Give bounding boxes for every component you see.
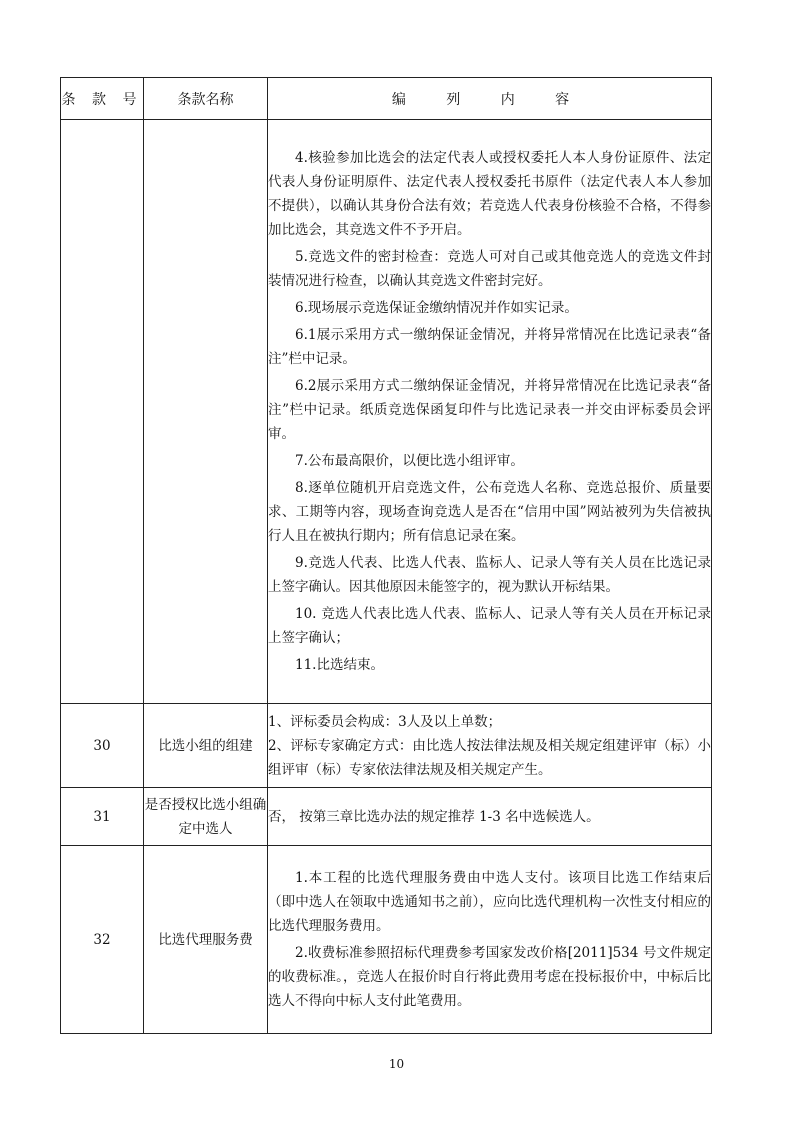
- clause-number-cell: 32: [61, 846, 144, 1034]
- content-paragraph: 6.2展示采用方式二缴纳保证金情况，并将异常情况在比选记录表“备注”栏中记录。纸质竞选保函复印件与比选记录表一并交由评标委员会评审。: [268, 378, 711, 442]
- content-line: 否， 按第三章比选办法的规定推荐 1-3 名中选候选人。: [268, 808, 600, 825]
- clause-table: [60, 77, 712, 1034]
- header-row: [61, 78, 712, 120]
- clause-number-cell: 31: [61, 788, 144, 846]
- clause-name-cell: 是否授权比选小组确定中选人: [144, 788, 268, 846]
- header-clause-number: 条 款 号: [61, 78, 144, 120]
- content-paragraph: 6.现场展示竞选保证金缴纳情况并作如实记录。: [295, 300, 578, 316]
- clause-content-cell: [268, 846, 712, 1034]
- header-content: 编 列 内 容: [268, 78, 712, 120]
- clause-content-cell: [268, 704, 712, 788]
- clause-content-cell: [268, 788, 712, 846]
- clause-name-cell: [144, 120, 268, 704]
- clause-number-cell: [61, 120, 144, 704]
- clause-content-cell: [268, 120, 712, 704]
- content-line: 2、评标专家确定方式：由比选人按法律法规及相关规定组建评审（标）小组评审（标）专家依法律法规及相关规定产生。: [268, 737, 711, 778]
- table-row-32: [61, 846, 712, 1034]
- content-paragraph: 5.竞选文件的密封检查：竞选人可对自己或其他竞选人的竞选文件封装情况进行检查，以确认其竞选文件密封完好。: [268, 249, 711, 289]
- content-paragraph: 9.竞选人代表、比选人代表、监标人、记录人等有关人员在比选记录上签字确认。因其他原因未能签字的，视为默认开标结果。: [268, 555, 711, 595]
- content-line: 1、评标委员会构成：3人及以上单数；: [268, 713, 502, 730]
- clause-name-cell: 比选小组的组建: [144, 704, 268, 788]
- header-clause-name: 条款名称: [144, 78, 268, 120]
- content-paragraph: 4.核验参加比选会的法定代表人或授权委托人本人身份证原件、法定代表人身份证明原件、法定代表人授权委托书原件（法定代表人本人参加不提供），以确认其身份合法有效；若竞选人代表身份核验不合格，不得参加比选会，其竞选文件不予开启。: [268, 150, 711, 238]
- content-paragraph: 8.逐单位随机开启竞选文件，公布竞选人名称、竞选总报价、质量要求、工期等内容，现场查询竞选人是否在“信用中国”网站被列为失信被执行人且在被执行期内；所有信息记录在案。: [268, 480, 711, 544]
- content-paragraph: 7.公布最高限价，以便比选小组评审。: [295, 453, 524, 469]
- content-paragraph: 11.比选结束。: [295, 657, 384, 673]
- table-row-31: [61, 788, 712, 846]
- table-row-30: [61, 704, 712, 788]
- content-paragraph: 2.收费标准参照招标代理费参考国家发改价格[2011]534 号文件规定的收费标准。，竞选人在报价时自行将此费用考虑在投标报价中，中标后比选人不得向中标人支付此笔费用。: [268, 945, 711, 1009]
- clause-number-cell: 30: [61, 704, 144, 788]
- clause-name-cell: 比选代理服务费: [144, 846, 268, 1034]
- content-paragraph: 10. 竞选人代表比选人代表、监标人、记录人等有关人员在开标记录上签字确认；: [268, 606, 711, 646]
- content-paragraph: 1.本工程的比选代理服务费由中选人支付。该项目比选工作结束后（即中选人在领取中选通知书之前），应向比选代理机构一次性支付相应的比选代理服务费用。: [268, 870, 711, 934]
- table-row-continued: [61, 120, 712, 704]
- content-paragraph: 6.1展示采用方式一缴纳保证金情况，并将异常情况在比选记录表“备注”栏中记录。: [268, 327, 711, 367]
- page-number: 10: [388, 1057, 405, 1071]
